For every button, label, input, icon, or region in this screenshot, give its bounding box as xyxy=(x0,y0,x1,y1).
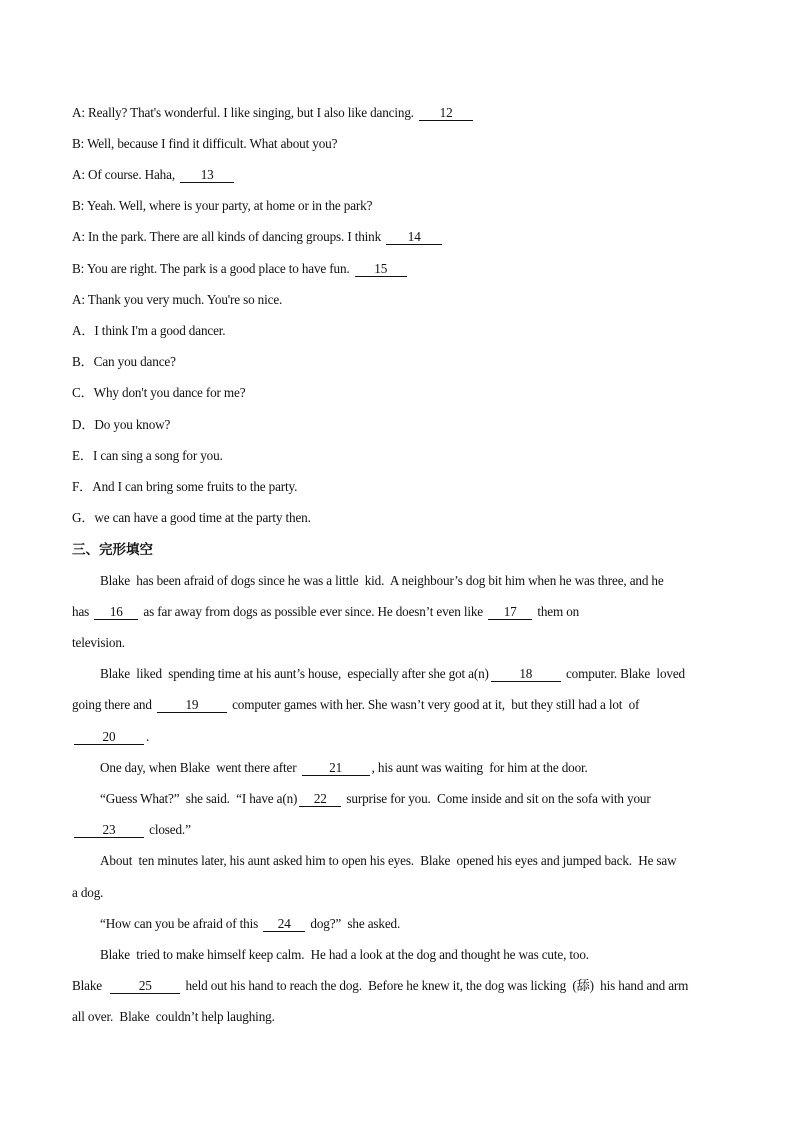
passage-line xyxy=(72,729,149,745)
dialogue-text: B: Yeah. Well, where is your party, at home or in the park? xyxy=(72,198,373,213)
passage-line xyxy=(72,635,125,651)
answer-blank[interactable]: 12 xyxy=(419,106,473,121)
option-item: G．we can have a good time at the party then. xyxy=(72,510,311,525)
passage-line xyxy=(100,853,677,869)
passage-text: “How can you be afraid of this xyxy=(100,916,262,931)
option-item: F．And I can bring some fruits to the party. xyxy=(72,479,298,494)
answer-blank[interactable]: 17 xyxy=(488,605,532,620)
option-item: A．I think I'm a good dancer. xyxy=(72,323,226,338)
passage-line xyxy=(72,697,639,713)
dialogue-line xyxy=(72,261,409,277)
dialogue-line xyxy=(72,292,282,308)
option-item: D．Do you know? xyxy=(72,417,171,432)
answer-blank[interactable]: 24 xyxy=(263,917,305,932)
answer-blank[interactable]: 14 xyxy=(386,230,442,245)
passage-line xyxy=(72,885,103,901)
passage-line xyxy=(72,978,688,994)
passage-line xyxy=(100,947,589,963)
passage-text: held out his hand to reach the dog. Before he knew it, the dog was licking (舔) his hand and arm xyxy=(182,978,689,993)
passage-text: , his aunt was waiting for him at the door. xyxy=(371,760,588,775)
answer-blank[interactable]: 15 xyxy=(355,262,407,277)
option-item: B．Can you dance? xyxy=(72,354,176,369)
answer-blank[interactable]: 21 xyxy=(302,761,370,776)
dialogue-line xyxy=(72,105,475,121)
passage-text: surprise for you. Come inside and sit on the sofa with your xyxy=(343,791,651,806)
answer-blank[interactable]: 16 xyxy=(94,605,138,620)
dialogue-line xyxy=(72,229,444,245)
passage-text: “Guess What?” she said. “I have a(n) xyxy=(100,791,298,806)
passage-line xyxy=(100,916,400,932)
passage-text: television. xyxy=(72,635,125,650)
dialogue-line xyxy=(72,167,236,183)
passage-line xyxy=(72,1009,275,1025)
passage-text: Blake xyxy=(72,978,109,993)
passage-text: computer. Blake loved xyxy=(562,666,685,681)
passage-text: has xyxy=(72,604,93,619)
dialogue-text: B: You are right. The park is a good place to have fun. xyxy=(72,261,350,276)
answer-blank[interactable]: 20 xyxy=(74,730,144,745)
passage-line xyxy=(100,573,664,589)
passage-line xyxy=(72,822,191,838)
answer-blank[interactable]: 13 xyxy=(180,168,234,183)
section-heading: 三、完形填空 xyxy=(72,542,153,558)
passage-text: as far away from dogs as possible ever since. He doesn’t even like xyxy=(140,604,487,619)
passage-text: One day, when Blake went there after xyxy=(100,760,300,775)
dialogue-text: A: In the park. There are all kinds of dancing groups. I think xyxy=(72,229,382,244)
passage-text: computer games with her. She wasn’t very good at it, but they still had a lot of xyxy=(228,697,640,712)
dialogue-text: B: Well, because I find it difficult. What about you? xyxy=(72,136,338,151)
passage-text: closed.” xyxy=(146,822,191,837)
answer-blank[interactable]: 23 xyxy=(74,823,144,838)
passage-text: . xyxy=(146,729,150,744)
passage-text: About ten minutes later, his aunt asked him to open his eyes. Blake opened his eyes and jumped back. He saw xyxy=(100,853,677,868)
passage-text: Blake has been afraid of dogs since he was a little kid. A neighbour’s dog bit him when he was three, and he xyxy=(100,573,664,588)
passage-line xyxy=(100,666,685,682)
dialogue-line xyxy=(72,136,337,152)
answer-blank[interactable]: 18 xyxy=(491,667,561,682)
answer-blank[interactable]: 22 xyxy=(299,792,341,807)
dialogue-text: A: Of course. Haha, xyxy=(72,167,175,182)
passage-text: dog?” she asked. xyxy=(307,916,401,931)
option-item: C．Why don't you dance for me? xyxy=(72,385,246,400)
dialogue-text: A: Thank you very much. You're so nice. xyxy=(72,292,283,307)
passage-line xyxy=(100,791,651,807)
passage-line xyxy=(72,604,579,620)
dialogue-text: A: Really? That's wonderful. I like singing, but I also like dancing. xyxy=(72,105,414,120)
passage-line xyxy=(100,760,588,776)
answer-blank[interactable]: 25 xyxy=(110,979,180,994)
answer-blank[interactable]: 19 xyxy=(157,698,227,713)
passage-text: Blake tried to make himself keep calm. He had a look at the dog and thought he was cute, too. xyxy=(100,947,589,962)
passage-text: Blake liked spending time at his aunt’s house, especially after she got a(n) xyxy=(100,666,489,681)
passage-text: going there and xyxy=(72,697,155,712)
option-item: E．I can sing a song for you. xyxy=(72,448,223,463)
passage-text: a dog. xyxy=(72,885,104,900)
passage-text: them on xyxy=(534,604,580,619)
passage-text: all over. Blake couldn’t help laughing. xyxy=(72,1009,275,1024)
dialogue-line xyxy=(72,198,372,214)
